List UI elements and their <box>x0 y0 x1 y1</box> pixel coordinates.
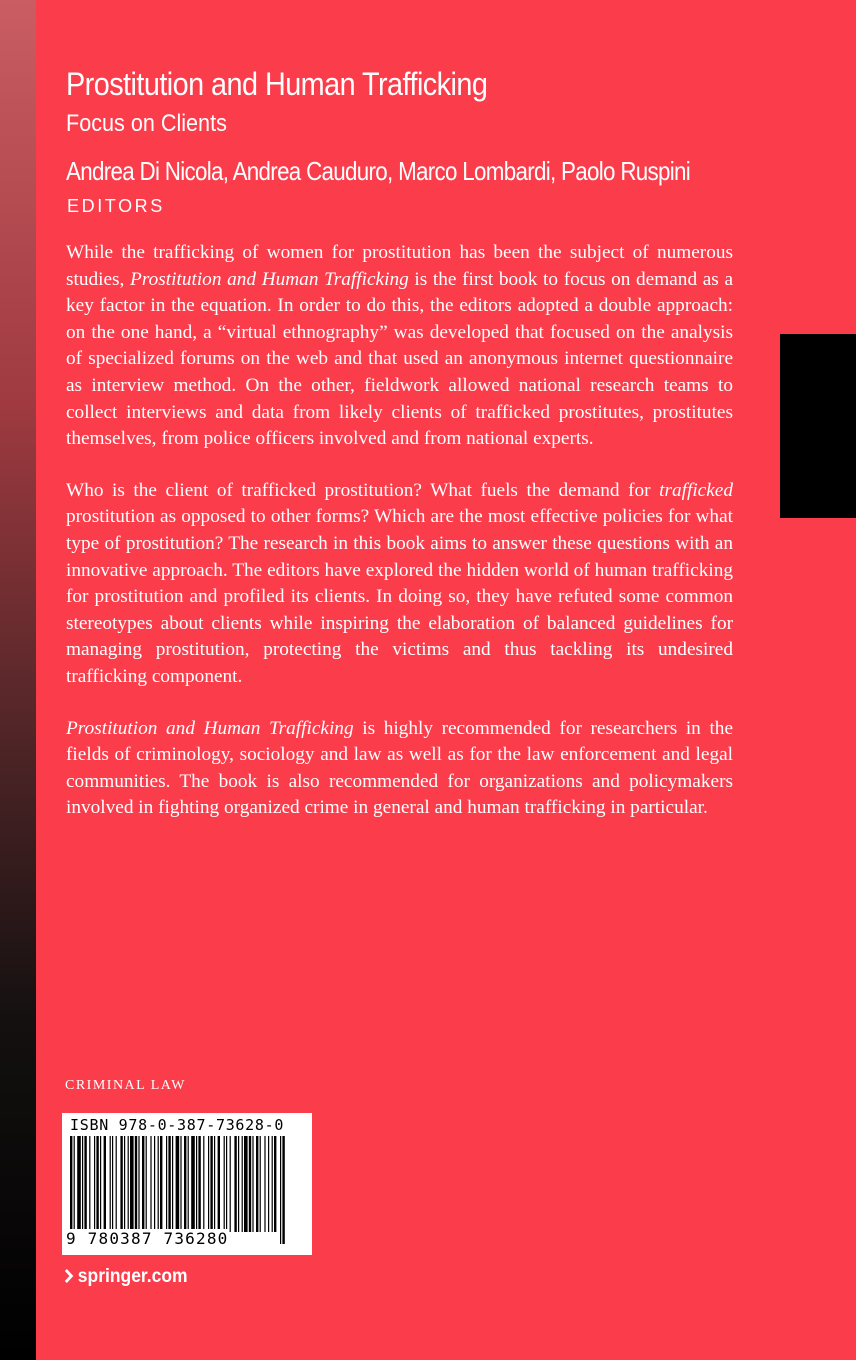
barcode-bar <box>96 1136 98 1232</box>
barcode-bar <box>242 1136 243 1232</box>
barcode-bar <box>268 1136 269 1232</box>
book-title: Prostitution and Human Trafficking <box>66 66 488 102</box>
text-run: is the first book to focus on demand as a key factor in the equation. In order to do this, the editors adopted a double approach: on the one hand, a “virtual ethnography” was developed that focused on the analysis of specialized forums on the web and that used an anonymous internet questionnaire as interview method. On the other, fieldwork allowed national research teams to collect interviews and data from likely clients of trafficked prostitutes, prostitutes themselves, from police officers involved and from national experts. <box>66 268 734 450</box>
blurb-text <box>66 240 733 847</box>
barcode-bar <box>100 1136 101 1232</box>
barcode-bar <box>234 1136 236 1232</box>
category-label: CRIMINAL LAW <box>65 1078 186 1093</box>
italic-text: Prostitution and Human Trafficking <box>130 268 409 290</box>
barcode-bar <box>158 1136 159 1232</box>
barcode-bar <box>138 1136 139 1232</box>
barcode-bar <box>180 1136 181 1244</box>
barcode-bar <box>224 1136 225 1232</box>
barcode-bar <box>120 1136 122 1232</box>
barcode-bar <box>264 1136 265 1232</box>
barcode-bar <box>82 1136 83 1232</box>
barcode-bar <box>154 1136 155 1232</box>
blurb-paragraph-2 <box>66 478 733 691</box>
barcode-bar <box>196 1136 197 1232</box>
italic-text: Prostitution and Human Trafficking <box>66 717 354 739</box>
barcode-bar <box>208 1136 209 1232</box>
text-run: Who is the client of trafficked prostitution? What fuels the demand for <box>66 479 660 501</box>
text-run: prostitution as opposed to other forms? Which are the most effective policies for what type of prostitution? The research in this book aims to answer these questions with an innovative approach. The editors have explored the hidden world of human trafficking for prostitution and profiled its clients. In doing so, they have refuted some common stereotypes about clients while inspiring the elaboration of balanced guidelines for managing prostitution, protecting the victims and thus tackling its undesired trafficking component. <box>66 506 733 687</box>
editor-names: Andrea Di Nicola, Andrea Cauduro, Marco Lombardi, Paolo Ruspini <box>66 156 691 186</box>
barcode-bar <box>238 1136 239 1232</box>
barcode-bar <box>89 1136 90 1232</box>
barcode-bar <box>218 1136 220 1232</box>
barcode-bar <box>142 1136 144 1232</box>
barcode-bar <box>280 1136 281 1244</box>
barcode-bar <box>214 1136 215 1232</box>
barcode-bar <box>130 1136 134 1232</box>
barcode-bar <box>104 1136 106 1232</box>
barcode-bar <box>230 1136 231 1232</box>
barcode-bar <box>274 1136 276 1232</box>
barcode-image <box>70 1136 286 1244</box>
book-spine-edge <box>0 0 36 1360</box>
barcode-bar <box>128 1136 129 1232</box>
text-run: is highly recommended for researchers in the fields of criminology, sociology and law as well as for the law enforcement and legal communities. The book is also recommended for organizations and policymakers involved in fighting organized crime in general and human trafficking in particular. <box>66 717 733 819</box>
barcode-bar <box>74 1136 75 1244</box>
publisher-link[interactable] <box>64 1266 188 1288</box>
barcode-bar <box>198 1136 200 1232</box>
barcode-bar <box>124 1136 125 1232</box>
barcode-bar <box>210 1136 212 1232</box>
barcode-bar <box>70 1136 72 1244</box>
barcode-panel <box>62 1113 312 1255</box>
barcode-bar <box>256 1136 258 1232</box>
barcode-bar <box>184 1136 186 1232</box>
barcode-bar <box>244 1136 248 1232</box>
barcode-bar <box>172 1136 173 1232</box>
book-subtitle: Focus on Clients <box>66 110 227 137</box>
barcode-bar <box>252 1136 253 1232</box>
barcode-bar <box>150 1136 151 1232</box>
barcode-bar <box>249 1136 251 1232</box>
barcode-bar <box>77 1136 81 1232</box>
publisher-name: springer.com <box>77 1266 188 1287</box>
ean-digits: 9 780387 736280 <box>66 1229 229 1248</box>
barcode-bar <box>84 1136 86 1232</box>
barcode-bar <box>112 1136 113 1232</box>
barcode-bar <box>176 1136 180 1244</box>
black-side-tab <box>780 334 856 518</box>
blurb-paragraph-1 <box>66 240 733 453</box>
barcode-bar <box>191 1136 195 1232</box>
blurb-paragraph-3 <box>66 716 733 822</box>
barcode-bar <box>166 1136 167 1232</box>
barcode-bar <box>146 1136 147 1232</box>
barcode-bar <box>110 1136 111 1232</box>
text-run: While the trafficking of women for prostitution has been the subject of numerous studies, <box>66 242 733 290</box>
barcode-bar <box>188 1136 189 1232</box>
barcode-bar <box>272 1136 273 1232</box>
chevron-right-icon <box>64 1269 74 1283</box>
barcode-bar <box>94 1136 95 1232</box>
barcode-bar <box>282 1136 284 1244</box>
editors-label: EDITORS <box>67 196 165 216</box>
italic-text: trafficked <box>659 479 733 501</box>
barcode-bar <box>116 1136 117 1232</box>
barcode-bar <box>226 1136 227 1232</box>
barcode-bar <box>203 1136 204 1232</box>
barcode-bar <box>168 1136 170 1232</box>
isbn-number: ISBN 978-0-387-73628-0 <box>70 1116 285 1134</box>
barcode-bar <box>160 1136 162 1232</box>
barcode-bar <box>260 1136 261 1232</box>
barcode-bar <box>135 1136 137 1232</box>
